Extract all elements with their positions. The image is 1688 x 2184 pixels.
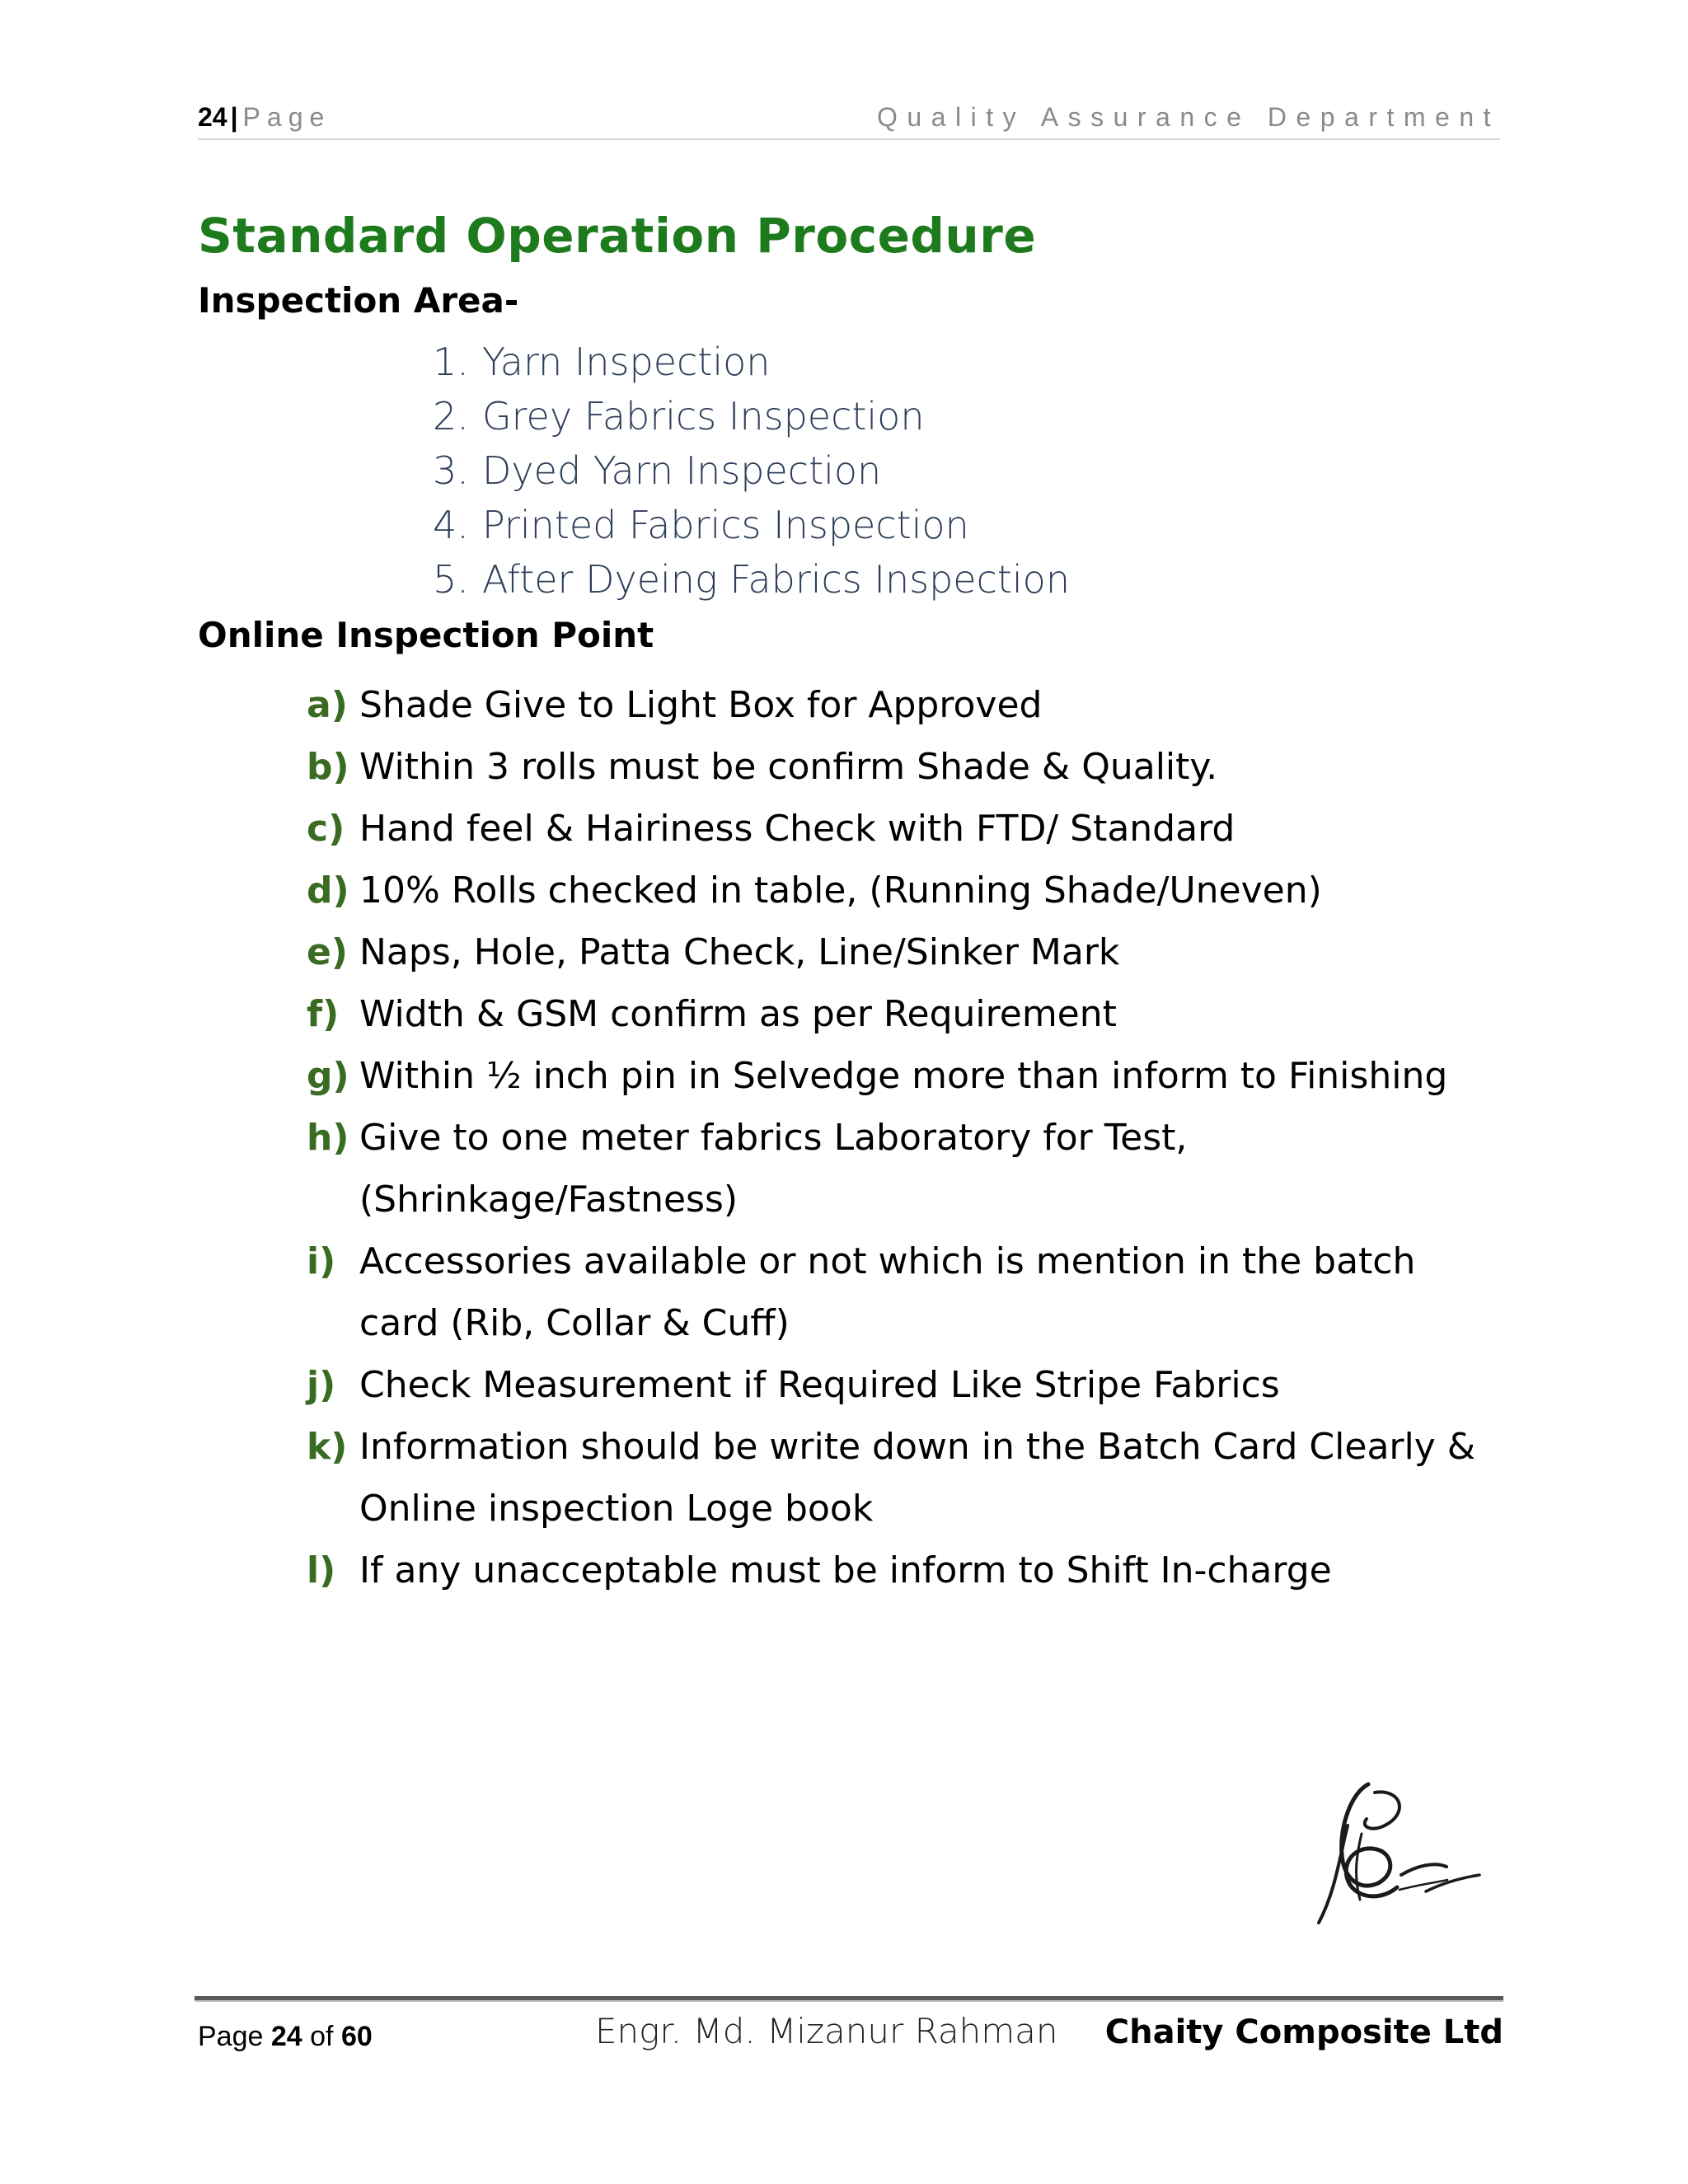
list-item-text-continued: (Shrinkage/Fastness) bbox=[359, 1179, 738, 1221]
list-item bbox=[307, 1230, 1477, 1354]
footer-total-pages: 60 bbox=[340, 2021, 373, 2052]
footer-page-word: Page bbox=[198, 2021, 264, 2052]
list-item-letter: i) bbox=[307, 1240, 336, 1282]
list-item-text-continued: Online inspection Loge book bbox=[359, 1488, 874, 1530]
list-item bbox=[307, 674, 1477, 736]
header-page-num: 24 bbox=[198, 102, 227, 132]
list-item-number: 5. bbox=[433, 557, 469, 602]
list-item-number: 4. bbox=[433, 503, 469, 547]
list-item-letter: d) bbox=[307, 869, 349, 912]
list-item-number: 1. bbox=[433, 340, 469, 384]
list-item bbox=[307, 983, 1477, 1045]
footer-page-count bbox=[198, 2021, 373, 2053]
inspection-area-list bbox=[433, 340, 1070, 612]
footer-page-num: 24 bbox=[270, 2021, 302, 2052]
list-item-letter: e) bbox=[307, 931, 348, 973]
list-item-text: 10% Rolls checked in table, (Running Shade/Uneven) bbox=[359, 869, 1322, 912]
list-item-label: Printed Fabrics Inspection bbox=[482, 503, 969, 547]
list-item-text: Check Measurement if Required Like Stripe Fabrics bbox=[359, 1364, 1280, 1406]
list-item-letter: g) bbox=[307, 1055, 349, 1097]
list-item-label: Grey Fabrics Inspection bbox=[482, 394, 925, 438]
list-item bbox=[433, 557, 1070, 612]
list-item-number: 3. bbox=[433, 448, 469, 493]
page-header bbox=[198, 97, 1500, 140]
list-item-text: Give to one meter fabrics Laboratory for Test, bbox=[359, 1117, 1188, 1159]
header-page-number: 24 | Page bbox=[198, 102, 331, 132]
list-item-label: Yarn Inspection bbox=[482, 340, 771, 384]
list-item-letter: b) bbox=[307, 746, 349, 788]
list-item-text: Hand feel & Hairiness Check with FTD/ Standard bbox=[359, 808, 1236, 850]
list-item-text: Width & GSM confirm as per Requirement bbox=[359, 993, 1117, 1035]
list-item-letter: f) bbox=[307, 993, 340, 1035]
list-item-letter: a) bbox=[307, 684, 348, 726]
inspection-area-heading: Inspection Area- bbox=[198, 280, 519, 321]
header-page-label: Page bbox=[242, 102, 331, 132]
page-title: Standard Operation Procedure bbox=[198, 208, 1037, 264]
list-item bbox=[433, 340, 1070, 394]
list-item bbox=[307, 1416, 1477, 1540]
list-item bbox=[307, 1045, 1477, 1107]
footer-company: Chaity Composite Ltd bbox=[1104, 2013, 1503, 2051]
list-item-number: 2. bbox=[433, 394, 469, 438]
footer-author: Engr. Md. Mizanur Rahman bbox=[595, 2011, 1058, 2051]
list-item-letter: c) bbox=[307, 808, 345, 850]
list-item-text: Within ½ inch pin in Selvedge more than inform to Finishing bbox=[359, 1055, 1448, 1097]
list-item-text: Accessories available or not which is mention in the batch bbox=[359, 1240, 1416, 1282]
list-item bbox=[307, 798, 1477, 860]
list-item-letter: j) bbox=[307, 1364, 336, 1406]
list-item bbox=[433, 503, 1070, 557]
list-item bbox=[307, 860, 1477, 921]
list-item-letter: l) bbox=[307, 1549, 336, 1591]
list-item bbox=[307, 1540, 1477, 1601]
list-item bbox=[307, 1354, 1477, 1416]
online-inspection-heading: Online Inspection Point bbox=[198, 615, 654, 655]
list-item-text: If any unacceptable must be inform to Shift In-charge bbox=[359, 1549, 1332, 1591]
footer-divider bbox=[195, 1996, 1503, 2002]
list-item-text: Shade Give to Light Box for Approved bbox=[359, 684, 1043, 726]
list-item bbox=[307, 1107, 1477, 1230]
list-item bbox=[307, 921, 1477, 983]
list-item bbox=[433, 448, 1070, 503]
header-department: Quality Assurance Department bbox=[877, 102, 1500, 132]
list-item-label: Dyed Yarn Inspection bbox=[482, 448, 882, 493]
list-item-letter: h) bbox=[307, 1117, 349, 1159]
list-item-text: Information should be write down in the Batch Card Clearly & bbox=[359, 1426, 1476, 1468]
list-item-text: Within 3 rolls must be confirm Shade & Quality. bbox=[359, 746, 1218, 788]
list-item-text-continued: card (Rib, Collar & Cuff) bbox=[359, 1302, 790, 1344]
footer-of-word: of bbox=[310, 2021, 334, 2052]
list-item bbox=[433, 394, 1070, 448]
list-item bbox=[307, 736, 1477, 798]
list-item-label: After Dyeing Fabrics Inspection bbox=[482, 557, 1070, 602]
online-inspection-list bbox=[307, 674, 1477, 1601]
signature-image bbox=[1302, 1776, 1504, 1945]
list-item-letter: k) bbox=[307, 1426, 348, 1468]
list-item-text: Naps, Hole, Patta Check, Line/Sinker Mark bbox=[359, 931, 1120, 973]
